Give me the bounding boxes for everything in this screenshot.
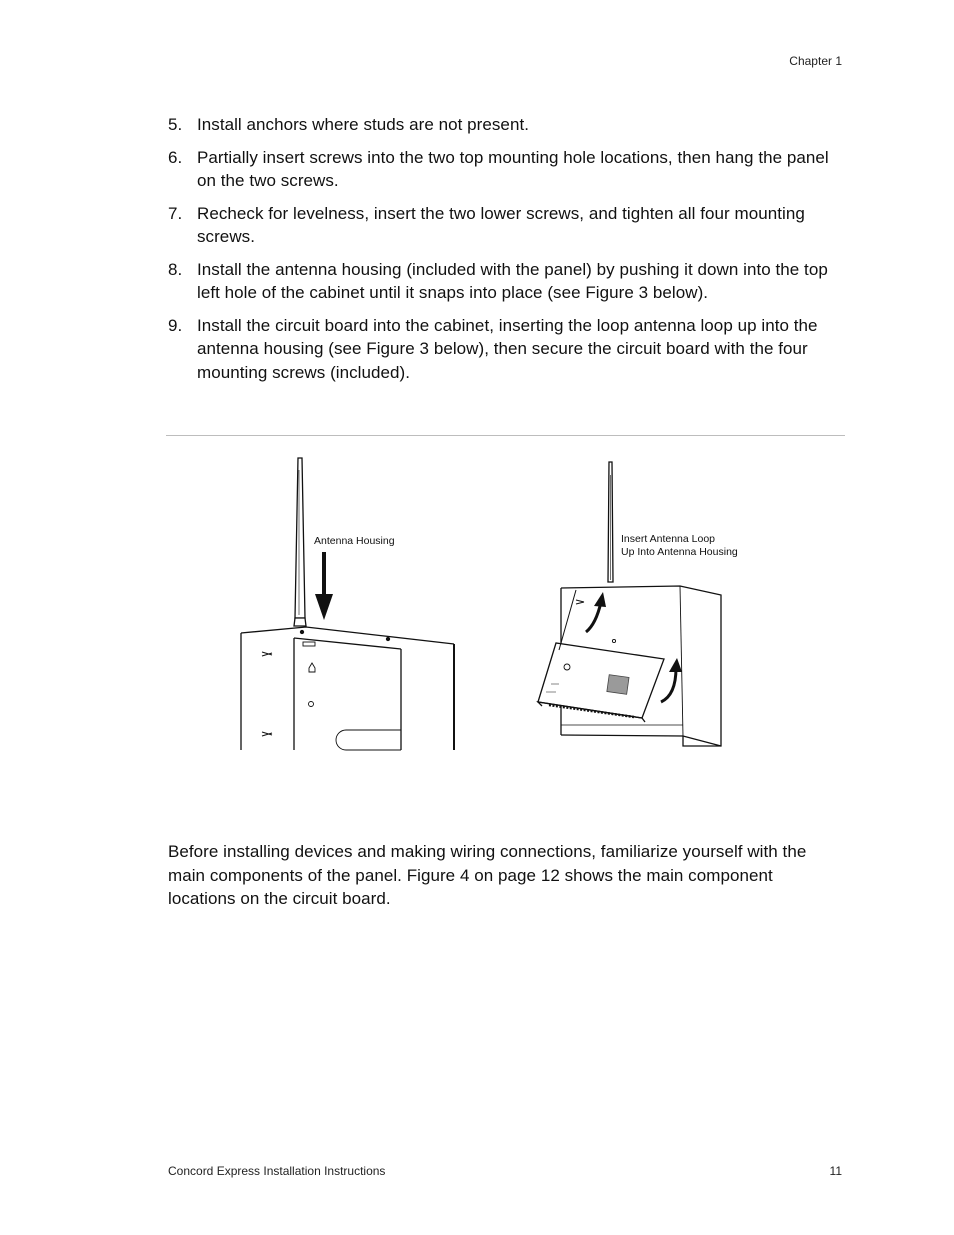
curved-arrow-icon [661, 658, 682, 702]
circuit-board [538, 590, 664, 722]
body-paragraph: Before installing devices and making wiring connections, familiarize yourself with the main components of the panel. Figure 4 on page 12 shows the main component locations on the circuit board. [168, 842, 807, 908]
right-antenna [608, 462, 613, 582]
step-text: Install the circuit board into the cabinet, inserting the loop antenna loop up into the antenna housing (see Figure 3 below), then secure the circuit board with the four mounting screws (included). [197, 315, 818, 382]
step-text: Recheck for levelness, insert the two lower screws, and tighten all four mounting screws. [197, 203, 805, 246]
insert-antenna-loop-label-line1: Insert Antenna Loop [621, 533, 715, 545]
antenna-housing-label: Antenna Housing [314, 535, 395, 547]
step-number: 8. [168, 259, 183, 279]
curved-arrow-icon [586, 592, 606, 632]
step-number: 7. [168, 203, 183, 223]
step-text: Partially insert screws into the two top mounting hole locations, then hang the panel on the two screws. [197, 147, 829, 190]
step-text: Install the antenna housing (included with the panel) by pushing it down into the top left hole of the cabinet until it snaps into place (see Figure 3 below). [197, 259, 828, 302]
left-cabinet [241, 627, 454, 750]
running-header-chapter: Chapter 1 [789, 54, 842, 68]
step-7 [168, 202, 844, 249]
step-number: 5. [168, 115, 183, 134]
step-5 [168, 113, 844, 137]
figure-top-rule [166, 435, 845, 436]
footer-document-title: Concord Express Installation Instructions [168, 1164, 386, 1178]
step-8 [168, 258, 844, 305]
installation-steps-list [168, 113, 844, 393]
step-number: 6. [168, 147, 183, 167]
figure-illustration [166, 440, 846, 760]
insert-antenna-loop-label-line2: Up Into Antenna Housing [621, 546, 738, 558]
step-9 [168, 314, 844, 385]
step-6 [168, 146, 844, 193]
left-antenna [294, 458, 306, 626]
left-down-arrow-icon [315, 552, 333, 620]
step-text: Install anchors where studs are not present. [197, 115, 529, 134]
step-number: 9. [168, 315, 183, 335]
footer-page-number: 11 [829, 1164, 842, 1178]
figure-3-antenna-installation [166, 440, 846, 760]
